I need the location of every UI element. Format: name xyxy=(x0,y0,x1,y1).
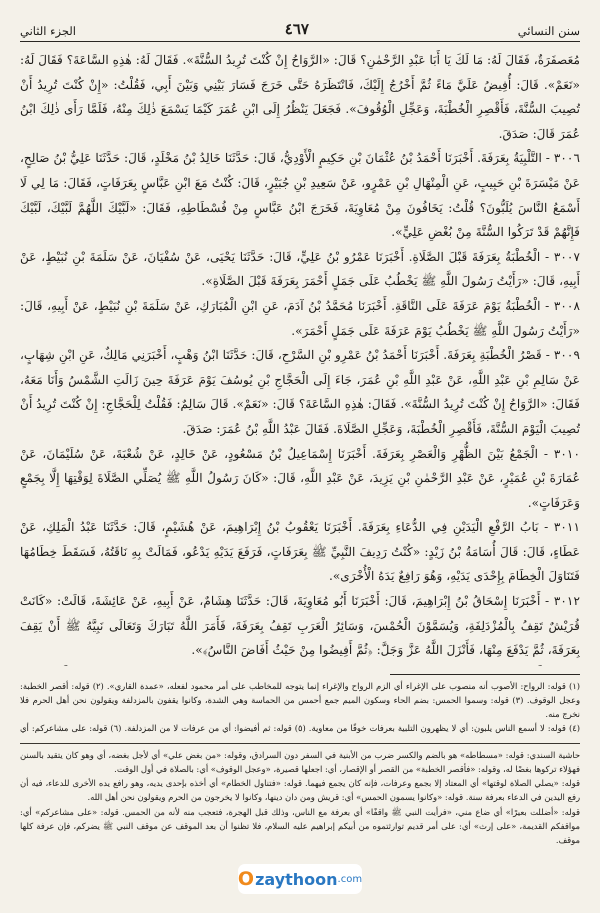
running-header xyxy=(20,16,580,42)
hadith-paragraph: ٣٠٠٧ - الْخُطْبَةُ بِعَرَفَةَ قَبْلَ الصَّلَاةِ. أَخْبَرَنَا عَمْرُو بْنُ عَلِيٍّ، قَالَ: حَدَّثَنَا يَحْيَى، عَنْ سُفْيَانَ، عَنْ سَلَمَةَ بْنِ نُبَيْطٍ، عَنْ أَبِيهِ، قَالَ: «رَأَيْتُ رَسُولَ اللَّهِ ﷺ يَخْطُبُ عَلَى جَمَلٍ أَحْمَرَ بِعَرَفَةَ قَبْلَ الصَّلَاةِ». xyxy=(20,249,580,289)
commentary-separator xyxy=(20,743,580,744)
watermark-domain: .com xyxy=(337,873,363,885)
site-watermark xyxy=(237,866,363,892)
volume-label: الجزء الثاني xyxy=(20,24,76,38)
watermark-logo-mark: O xyxy=(237,868,255,890)
hadith-paragraph: ٣٠١١ - بَابُ الرَّفْعِ الْيَدَيْنِ فِي الدُّعَاءِ بِعَرَفَةَ. أَخْبَرَنَا يَعْقُوبُ بْنُ إِبْرَاهِيمَ، عَنْ هُشَيْمٍ، قَالَ: حَدَّثَنَا عَبْدُ الْمَلِكِ، عَنْ عَطَاءٍ، قَالَ: قَالَ أُسَامَةُ بْنُ زَيْدٍ: «كُنْتُ رَدِيفَ النَّبِيِّ ﷺ بِعَرَفَاتٍ، فَرَفَعَ يَدَيْهِ يَدْعُو، فَمَالَتْ بِهِ نَاقَتُهُ، فَسَقَطَ خِطَامُهَا فَتَنَاوَلَ الْخِطَامَ بِإِحْدَى يَدَيْهِ، وَهُوَ رَافِعٌ يَدَهُ الْأُخْرَى». xyxy=(20,520,580,584)
hadith-paragraph: ٣٠٠٩ - قَصْرُ الْخُطْبَةِ بِعَرَفَةَ. أَخْبَرَنَا أَحْمَدُ بْنُ عَمْرِو بْنِ السَّرْحِ، قَالَ: حَدَّثَنَا ابْنُ وَهْبٍ، أَخْبَرَنِي مَالِكٌ، عَنِ ابْنِ شِهَابٍ، عَنْ سَالِمِ بْنِ عَبْدِ اللَّهِ، عَنْ عَبْدِ اللَّهِ بْنِ عُمَرَ، جَاءَ إِلَى الْحَجَّاجِ بْنِ يُوسُفَ يَوْمَ عَرَفَةَ حِينَ زَالَتِ الشَّمْسُ وَأَنَا مَعَهُ، فَقَالَ: «الرَّوَاحُ إِنْ كُنْتَ تُرِيدُ السُّنَّةَ». فَقَالَ: هٰذِهِ السَّاعَةَ؟ قَالَ: «نَعَمْ». قَالَ سَالِمٌ: فَقُلْتُ لِلْحَجَّاجِ: إِنْ كُنْتَ تُرِيدُ أَنْ تُصِيبَ الْيَوْمَ السُّنَّةَ، فَأَقْصِرِ الْخُطْبَةَ، وَعَجِّلِ الصَّلَاةَ. فَقَالَ عَبْدُ اللَّهِ بْنُ عُمَرَ: صَدَقَ. xyxy=(20,348,580,436)
hadith-paragraph: مُعَصفَرَةٌ، فَقَالَ لَهُ: مَا لَكَ يَا أَبَا عَبْدِ الرَّحْمٰنِ؟ قَالَ: «الرَّوَاحُ إِنْ كُنْتَ تُرِيدُ السُّنَّةَ». فَقَالَ لَهُ: هٰذِهِ السَّاعَةَ؟ فَقَالَ لَهُ: «نَعَمْ». قَالَ: أُفِيضُ عَلَيَّ مَاءً ثُمَّ أَخْرُجُ إِلَيْكَ، فَانْتَظَرَهُ حَتَّى خَرَجَ فَسَارَ بَيْنِي وَبَيْنَ أَبِي، فَقُلْتُ: «إِنْ كُنْتَ تُرِيدُ أَنْ تُصِيبَ السُّنَّةَ، فَأَقْصِرِ الْخُطْبَةَ، وَعَجِّلِ الْوُقُوفَ». فَجَعَلَ يَنْظُرُ إِلَى ابْنِ عُمَرَ كَيْمَا يَسْمَعَ ذٰلِكَ مِنْهُ، فَلَمَّا رَأَى ذٰلِكَ ابْنُ عُمَرَ قَالَ: صَدَقَ. xyxy=(20,53,580,141)
hadith-paragraph: ٣٠١٠ - الْجَمْعُ بَيْنَ الظُّهْرِ وَالْعَصْرِ بِعَرَفَةَ. أَخْبَرَنَا إِسْمَاعِيلُ بْنُ مَسْعُودٍ، عَنْ خَالِدٍ، عَنْ شُعْبَةَ، عَنْ سُلَيْمَانَ، عَنْ عُمَارَةَ بْنِ عُمَيْرٍ، عَنْ عَبْدِ الرَّحْمٰنِ بْنِ يَزِيدَ، عَنْ عَبْدِ اللَّهِ، قَالَ: «كَانَ رَسُولُ اللَّهِ ﷺ يُصَلِّي الصَّلَاةَ لِوَقْتِهَا إِلَّا بِجَمْعٍ وَعَرَفَاتٍ». xyxy=(20,446,580,510)
watermark-logo-text: zaythoon xyxy=(255,869,338,889)
hadith-paragraph: ٣٠١٢ - أَخْبَرَنَا إِسْحَاقُ بْنُ إِبْرَاهِيمَ، قَالَ: أَخْبَرَنَا أَبُو مُعَاوِيَةَ، قَالَ: حَدَّثَنَا هِشَامٌ، عَنْ أَبِيهِ، عَنْ عَائِشَةَ، قَالَتْ: «كَانَتْ قُرَيْشٌ تَقِفُ بِالْمُزْدَلِفَةِ، وَيُسَمَّوْنَ الْحُمْسَ، وَسَائِرُ الْعَرَبِ تَقِفُ بِعَرَفَةَ، فَأَمَرَ اللَّهُ تَبَارَكَ وَتَعَالَى نَبِيَّهُ ﷺ أَنْ يَقِفَ بِعَرَفَةَ، ثُمَّ يَدْفَعَ مِنْهَا، فَأَنْزَلَ اللَّهُ عَزَّ وَجَلَّ: ﴿ثُمَّ أَفِيضُوا مِنْ حَيْثُ أَفَاضَ النَّاسُ﴾». xyxy=(20,594,580,658)
hadith-text xyxy=(20,48,580,666)
footnote: (٤) قوله: لا أسمع الناس يلبون: أي لا يظهرون التلبية بعرفات خوفًا من معاوية. (٥) قوله: ثم أفيضوا: أي من عرفات لا من المزدلفة. (٦) قوله: على مشاعركم: أي xyxy=(20,723,580,733)
book-title: سنن النسائي xyxy=(517,24,580,38)
footnote: (١) قوله: الرواح: الأصوب أنه منصوب على الإغراء أي الزم الرواح والإغراء إنما يتوجه للمخاطب على أمر محمود لفعله، «عمدة القاري». (٢) قوله: أقصر الخطبة: وعجل الوقوف. (٣) قوله: وسموا الحمس: بضم الحاء وسكون الميم جمع أحمس من الحماسة وهي الشدة، وكانوا يقفون بالمزدلفة ويقولون نحن أهل الحرم فلا نخرج منه. xyxy=(20,681,580,719)
commentary-paragraph: حاشية السندي: قوله: «مسطاطه» هو بالضم والكسر ضرب من الأبنية في السفر دون السرادق، وقوله: «من بغض علي» أي لأجل بغضه، أي وهو كان يتقيد بالسنن فهؤلاء تركوها بغضًا له، وقوله: «فأقصر الخطبة» من القصر أو الإقصار، أي: اجعلها قصيرة، «وعجل الوقوف» أي: بالصلاة في أول الوقت. xyxy=(20,749,580,774)
hadith-paragraph: ٣٠٠٦ - التَّلْبِيَةُ بِعَرَفَةَ. أَخْبَرَنَا أَحْمَدُ بْنُ عُثْمَانَ بْنِ حَكِيمٍ الْأَوْدِيُّ، قَالَ: حَدَّثَنَا خَالِدُ بْنُ مَخْلَدٍ، قَالَ: حَدَّثَنَا عَلِيُّ بْنُ صَالِحٍ، عَنْ مَيْسَرَةَ بْنِ حَبِيبٍ، عَنِ الْمِنْهَالِ بْنِ عَمْرٍو، عَنْ سَعِيدِ بْنِ جُبَيْرٍ، قَالَ: كُنْتُ مَعَ ابْنِ عَبَّاسٍ بِعَرَفَاتٍ، فَقَالَ: مَا لِي لَا أَسْمَعُ النَّاسَ يُلَبُّونَ؟ قُلْتُ: يَخَافُونَ مِنْ مُعَاوِيَةَ، فَخَرَجَ ابْنُ عَبَّاسٍ مِنْ فُسْطَاطِهِ، فَقَالَ: «لَبَّيْكَ اللَّهُمَّ لَبَّيْكَ، لَبَّيْكَ فَإِنَّهُمْ قَدْ تَرَكُوا السُّنَّةَ مِنْ بُغْضِ عَلِيٍّ». xyxy=(20,151,580,240)
hadith-paragraph xyxy=(20,663,580,666)
commentary-paragraph: قوله: «يصلي الصلاة لوقتها» أي المعتاد إلا بجمع وعرفات، فإنه كان يجمع فيهما. قوله: «فتناول الخطام» أي أخذه بإحدى يديه، وهو رافع يده الأخرى للدعاء، فيه أن رفع اليدين في الدعاء بعرفة سنة. قوله: «وكانوا يسمون الحمس» أي: قريش ومن دان دينها، وكانوا لا يخرجون من الحرم ويقولون نحن أهل الله. xyxy=(20,778,580,803)
page-number: ٤٦٧ xyxy=(284,20,309,38)
hadith-paragraph: ٣٠٠٨ - الْخُطْبَةُ يَوْمَ عَرَفَةَ عَلَى النَّاقَةِ. أَخْبَرَنَا مُحَمَّدُ بْنُ آدَمَ، عَنِ ابْنِ الْمُبَارَكِ، عَنْ سَلَمَةَ بْنِ نُبَيْطٍ، عَنْ أَبِيهِ، قَالَ: «رَأَيْتُ رَسُولَ اللَّهِ ﷺ يَخْطُبُ يَوْمَ عَرَفَةَ عَلَى جَمَلٍ أَحْمَرَ». xyxy=(20,298,580,338)
footnote-separator xyxy=(390,674,580,675)
commentary-paragraph: قوله: «أضللت بعيرًا» أي ضاع مني، «فرأيت النبي ﷺ واقفًا» أي بعرفة مع الناس، وذلك قبل الهجرة، فتعجب منه لأنه من الحمس. قوله: «على مشاعركم» أي: مواقفكم القديمة، «على إرث» أي: على أمر قديم توارثتموه من أبيكم إبراهيم عليه السلام، فلا تظنوا أن بعد الموقف عن موقف النبي ﷺ يضركم، فإن عرفة كلها موقف. xyxy=(20,806,580,846)
footnotes xyxy=(20,679,580,737)
